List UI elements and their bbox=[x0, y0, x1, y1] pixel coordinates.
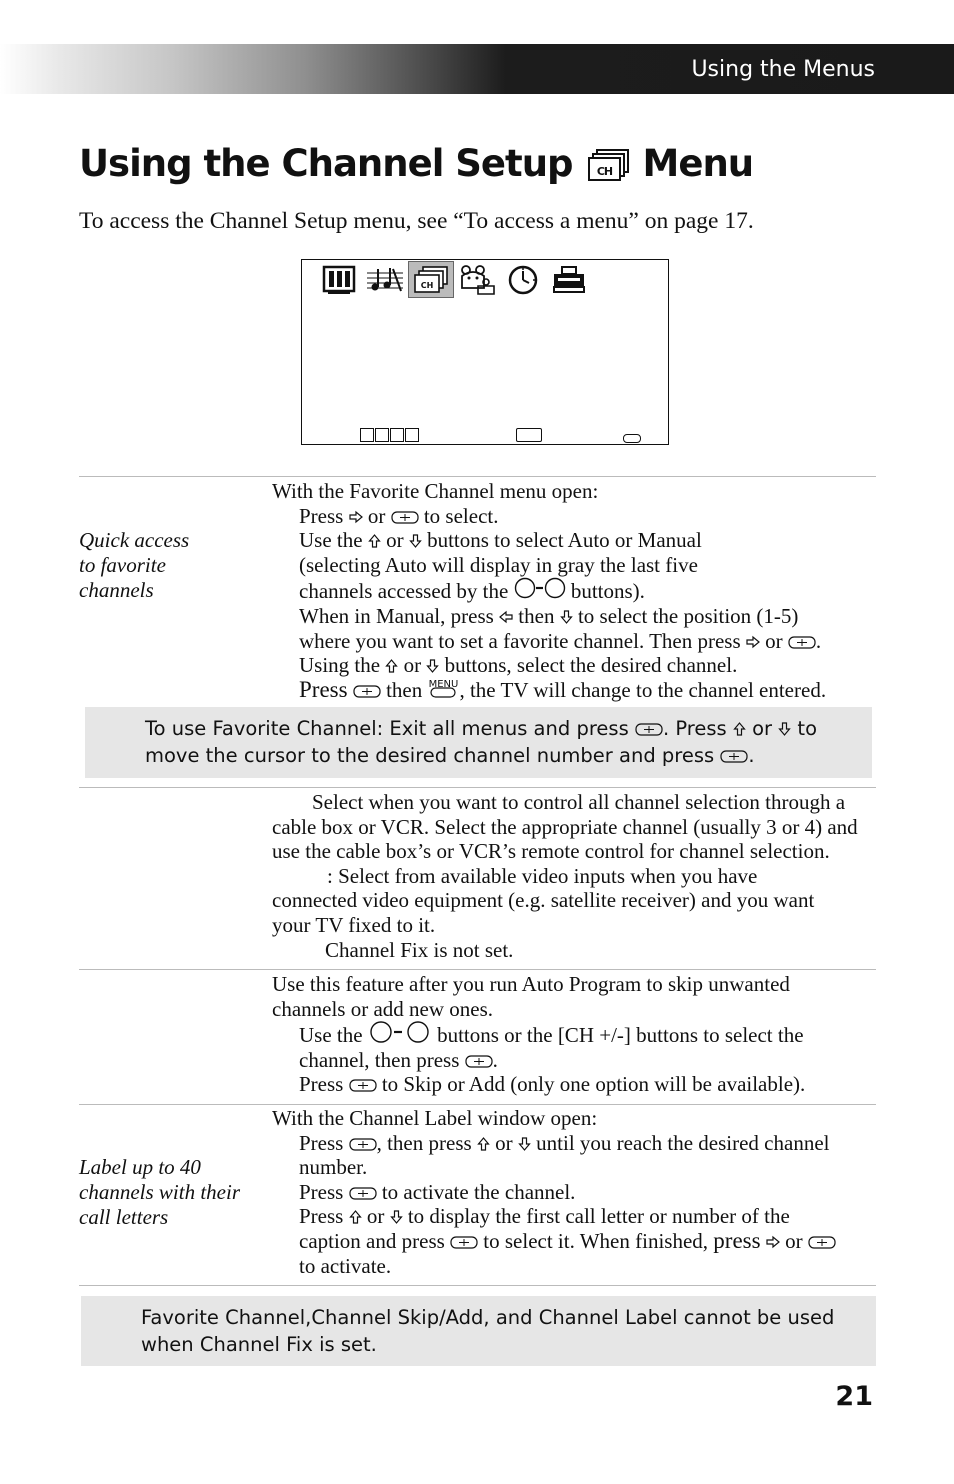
timer-icon bbox=[500, 261, 546, 298]
up-arrow-icon bbox=[349, 1210, 362, 1224]
channel-setup-icon bbox=[587, 149, 631, 183]
right-arrow-icon bbox=[349, 510, 363, 524]
section-divider bbox=[79, 1104, 876, 1105]
enter-button-icon bbox=[450, 1236, 478, 1249]
video-icon bbox=[316, 261, 362, 298]
channel-icon bbox=[408, 261, 454, 298]
page-title bbox=[79, 142, 753, 185]
right-arrow-icon bbox=[746, 635, 760, 649]
section-divider bbox=[79, 1285, 876, 1286]
enter-button-icon bbox=[788, 636, 816, 649]
down-arrow-icon bbox=[390, 1210, 403, 1224]
enter-button-icon bbox=[808, 1236, 836, 1249]
right-arrow-icon bbox=[375, 428, 389, 442]
enter-button-icon bbox=[353, 685, 381, 698]
down-arrow-icon bbox=[518, 1137, 531, 1151]
section-divider bbox=[79, 969, 876, 970]
enter-button-icon bbox=[391, 511, 419, 524]
channel-label-instructions: With the Channel Label window open: Press , then press or until you reach the desired channel number. Press to activate the channel. Press or to display the first call letter or number of the caption and press to select it. When finished, press or to activate. bbox=[272, 1106, 836, 1278]
favorite-channel-note: To use Favorite Channel: Exit all menus and press . Press or to move the cursor to the desired channel number and press . bbox=[85, 707, 872, 778]
enter-button-icon bbox=[349, 1138, 377, 1151]
right-arrow-icon bbox=[766, 1235, 780, 1249]
tv-arrow-guide bbox=[360, 428, 420, 442]
channel-label-caption: Label up to 40 channels with their call letters bbox=[79, 1155, 240, 1229]
down-arrow-icon bbox=[778, 722, 791, 736]
favorite-channel-caption: Quick access to favorite channels bbox=[79, 528, 190, 602]
down-arrow-icon bbox=[426, 659, 439, 673]
enter-button-icon bbox=[720, 750, 748, 763]
enter-button-icon bbox=[349, 1079, 377, 1092]
section-divider bbox=[79, 476, 876, 477]
up-arrow-icon bbox=[733, 722, 746, 736]
enter-button-icon bbox=[516, 428, 542, 442]
enter-button-icon bbox=[465, 1055, 493, 1068]
up-arrow-icon bbox=[385, 659, 398, 673]
parent-icon bbox=[454, 261, 500, 298]
tv-menu-icon-bar bbox=[316, 261, 592, 298]
number-buttons-icon bbox=[368, 1021, 432, 1043]
down-arrow-icon bbox=[560, 610, 573, 624]
favorite-channel-instructions: With the Favorite Channel menu open: Press or to select. Use the or buttons to select Auto or Manual (selecting Auto will display in gray the last five channels accessed by the buttons). When in Manual, press then to select the position (1-5) where you want to set a favorite channel. Then press or . Using the or buttons, select the desired channel. Press then MENU , the TV will change to the channel entered. bbox=[272, 479, 827, 702]
menu-button-icon: MENU bbox=[427, 679, 459, 699]
section-divider bbox=[79, 787, 876, 788]
svg-text:CH: CH bbox=[596, 164, 612, 178]
down-arrow-icon bbox=[409, 534, 422, 548]
title-text-end: Menu bbox=[642, 142, 754, 185]
menu-button-icon bbox=[623, 434, 641, 443]
up-arrow-icon bbox=[390, 428, 404, 442]
number-buttons-icon bbox=[514, 577, 566, 599]
up-arrow-icon bbox=[368, 534, 381, 548]
title-text-start: Using the Channel Setup bbox=[79, 142, 573, 185]
svg-text:CH: CH bbox=[420, 280, 434, 290]
channel-skip-add-instructions: Use this feature after you run Auto Program to skip unwanted channels or add new ones. Use the buttons or the [CH +/-] buttons to select the channel, then press . Press to Skip or Add (only one option will be available). bbox=[272, 972, 806, 1097]
left-arrow-icon bbox=[499, 610, 513, 624]
intro-text: To access the Channel Setup menu, see “To access a menu” on page 17. bbox=[79, 208, 754, 234]
setup-icon bbox=[546, 261, 592, 298]
section-title: Using the Menus bbox=[691, 57, 875, 82]
channel-fix-note: Favorite Channel,Channel Skip/Add, and Channel Label cannot be used when Channel Fix is set. bbox=[81, 1296, 876, 1366]
left-arrow-icon bbox=[360, 428, 374, 442]
tv-menu-screen bbox=[301, 259, 669, 445]
enter-button-icon bbox=[635, 723, 663, 736]
page-number: 21 bbox=[835, 1381, 873, 1412]
channel-fix-instructions: Select when you want to control all channel selection through a cable box or VCR. Select the appropriate channel (usually 3 or 4) and use the cable box’s or VCR’s remote control for channel selection. : Select from available video inputs when you have connected video equipment (e.g. satellite receiver) and you want your TV fixed to it. Channel Fix is not set. bbox=[272, 790, 858, 962]
enter-button-icon bbox=[349, 1187, 377, 1200]
up-arrow-icon bbox=[477, 1137, 490, 1151]
audio-icon bbox=[362, 261, 408, 298]
down-arrow-icon bbox=[405, 428, 419, 442]
